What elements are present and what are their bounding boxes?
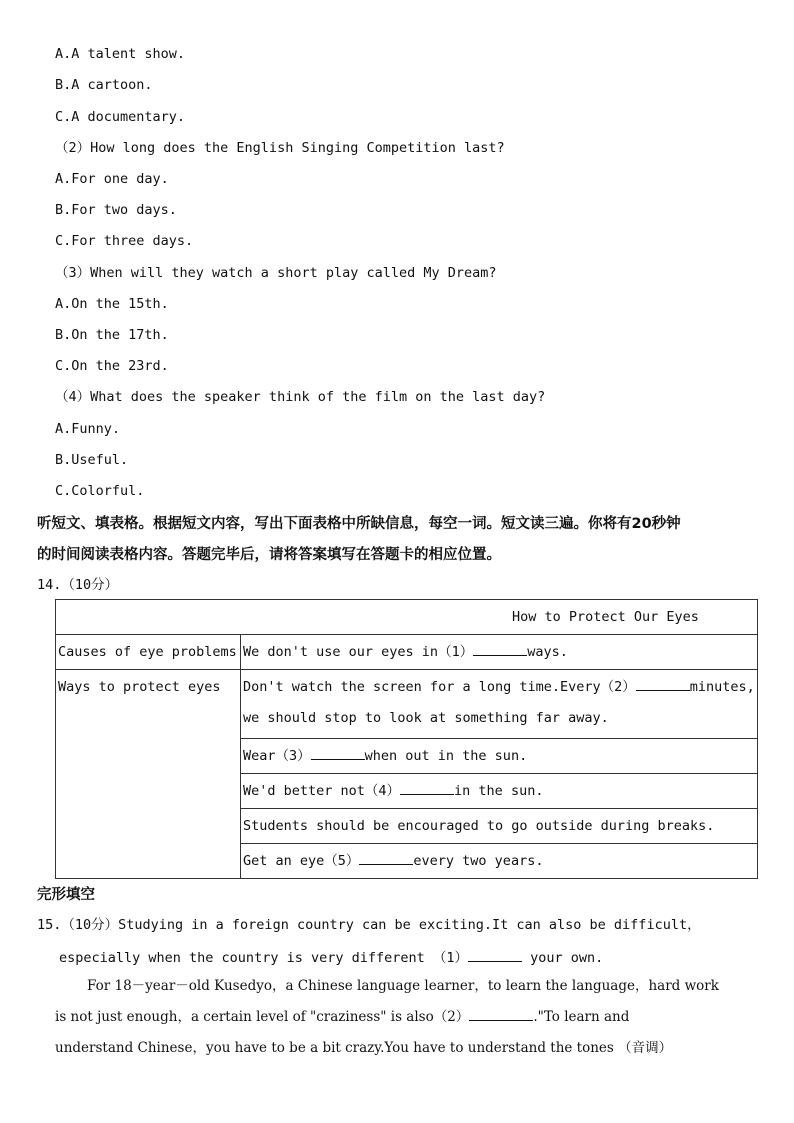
q3-option-b: B.On the 17th.: [55, 327, 169, 343]
answer-blank-1[interactable]: [473, 641, 527, 656]
q2-option-b: B.For two days.: [55, 202, 177, 218]
q2-option-a: A.For one day.: [55, 171, 169, 187]
cloze-line-1: 15.（10分）Studying in a foreign country can be exciting.It can also be difficult，: [37, 917, 701, 933]
answer-blank-3[interactable]: [311, 745, 365, 760]
q2-question: （2）How long does the English Singing Competition last?: [55, 140, 505, 156]
causes-label: Causes of eye problems: [56, 635, 241, 670]
cloze-blank-2[interactable]: [469, 1006, 533, 1021]
cloze-blank-1[interactable]: [468, 947, 522, 962]
table-title: How to Protect Our Eyes: [56, 600, 758, 635]
q4-option-a: A.Funny.: [55, 421, 121, 437]
q4-option-b: B.Useful.: [55, 452, 129, 468]
q14-number: 14.（10分）: [37, 577, 119, 593]
q1-option-a: A.A talent show.: [55, 46, 186, 62]
cloze-heading: 完形填空: [37, 887, 95, 903]
answer-blank-2[interactable]: [636, 676, 690, 691]
table-row: [56, 670, 758, 739]
q3-option-c: C.On the 23rd.: [55, 358, 169, 374]
cloze-p2-line-3: understand Chinese，you have to be a bit crazy.You have to understand the tones （音调）: [55, 1040, 673, 1056]
instructions-line-1: 听短文、填表格。根据短文内容，写出下面表格中所缺信息，每空一词。短文读三遍。你将有20秒钟: [37, 516, 681, 532]
q1-option-c: C.A documentary.: [55, 109, 186, 125]
causes-cell: We don't use our eyes in（1） ways.: [241, 635, 758, 670]
q3-option-a: A.On the 15th.: [55, 296, 169, 312]
q1-option-b: B.A cartoon.: [55, 77, 153, 93]
q4-option-c: C.Colorful.: [55, 483, 145, 499]
ways-cell-2: Wear（3） when out in the sun.: [241, 739, 758, 774]
cloze-paragraph-2: [55, 971, 758, 1064]
q2-option-c: C.For three days.: [55, 233, 194, 249]
ways-label: Ways to protect eyes: [56, 670, 241, 879]
answer-blank-5[interactable]: [359, 850, 413, 865]
cloze-p2-line-1: For 18－year－old Kusedyo，a Chinese language learner，to learn the language，hard work: [87, 978, 719, 994]
ways-cell-1: Don't watch the screen for a long time.Every（2） minutes, we should stop to look at something far away.: [241, 670, 758, 739]
cloze-p2-line-2: is not just enough，a certain level of "craziness" is also（2） ."To learn and: [55, 1002, 758, 1033]
protect-eyes-table: [55, 599, 758, 879]
instructions-line-2: 的时间阅读表格内容。答题完毕后，请将答案填写在答题卡的相应位置。: [37, 547, 501, 563]
answer-blank-4[interactable]: [400, 780, 454, 795]
table-title-row: [56, 600, 758, 635]
table-row: [56, 635, 758, 670]
q3-question: （3）When will they watch a short play called My Dream?: [55, 265, 497, 281]
ways-cell-3: We'd better not（4） in the sun.: [241, 774, 758, 809]
q4-question: （4）What does the speaker think of the film on the last day?: [55, 389, 546, 405]
ways-cell-4: Students should be encouraged to go outside during breaks.: [241, 809, 758, 844]
cloze-line-2: especially when the country is very different （1） your own.: [59, 947, 603, 967]
ways-cell-5: Get an eye（5） every two years.: [241, 844, 758, 879]
